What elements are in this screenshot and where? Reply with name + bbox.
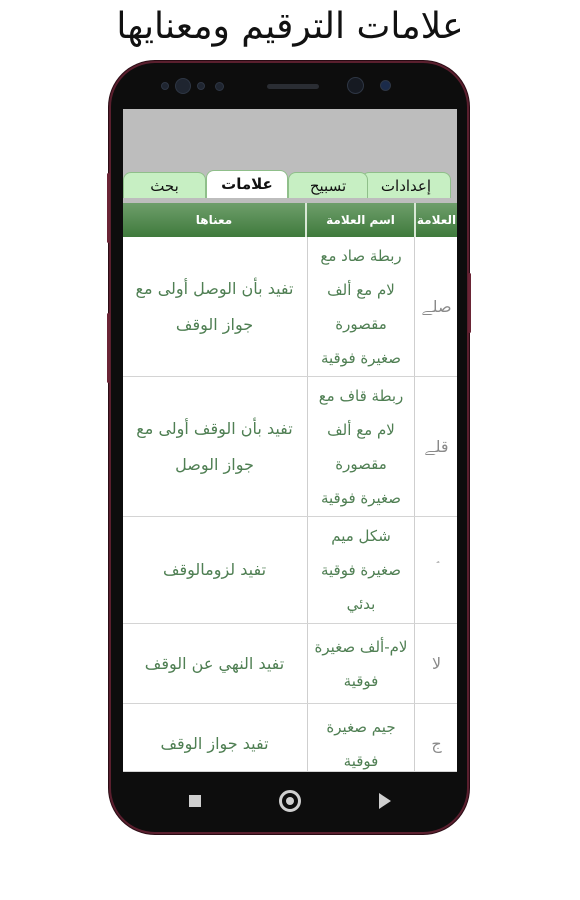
- row-mark: لا: [431, 654, 442, 673]
- tab-search[interactable]: بحث: [123, 172, 206, 198]
- header-divider: [305, 203, 307, 237]
- tab-settings[interactable]: إعدادات: [361, 172, 451, 198]
- power-button: [468, 273, 471, 333]
- sensor-dot: [161, 82, 169, 90]
- table-row[interactable]: [123, 237, 457, 377]
- row-meaning: تفيد بأن الوصل أولى مع جواز الوقف: [135, 278, 294, 334]
- tab-marks[interactable]: علامات: [206, 170, 288, 198]
- row-meaning: تفيد النهي عن الوقف: [144, 653, 285, 673]
- row-meaning: تفيد جواز الوقف: [160, 733, 269, 753]
- row-mark: [416, 517, 457, 623]
- iris-scanner-icon: [347, 77, 364, 94]
- phone-frame: [111, 63, 467, 832]
- row-mark: ج: [431, 734, 442, 753]
- front-camera-icon: [175, 78, 191, 94]
- row-name: شكل ميم صغيرة فوقية بدئي: [307, 517, 415, 623]
- bixby-button: [107, 313, 110, 383]
- row-meaning: تفيد لزومالوقف: [162, 560, 267, 579]
- table-row[interactable]: [123, 517, 457, 624]
- navigation-bar: [111, 771, 467, 832]
- camera-lens-icon: [380, 80, 391, 91]
- row-mark: ﻗﻠﮯ: [424, 436, 449, 456]
- sensor-dot: [215, 82, 224, 91]
- phone-top-bezel: [111, 63, 467, 109]
- row-meaning: تفيد بأن الوقف أولى مع جواز الوصل: [136, 418, 293, 474]
- column-header-name: اسم العلامة: [326, 213, 395, 227]
- table-header: [123, 203, 457, 237]
- column-header-mark: العلامة: [416, 213, 457, 227]
- row-name: لام-ألف صغيرة فوقية: [307, 624, 415, 703]
- row-name: جيم صغيرة فوقية: [307, 704, 415, 772]
- recent-apps-icon[interactable]: [189, 795, 201, 807]
- status-area: [123, 109, 457, 159]
- home-icon[interactable]: [279, 790, 301, 812]
- table-row[interactable]: [123, 377, 457, 517]
- home-icon-dot: [286, 797, 294, 805]
- table-row[interactable]: [123, 704, 457, 772]
- back-icon[interactable]: [379, 793, 391, 809]
- earpiece-speaker: [267, 84, 319, 89]
- table-row[interactable]: [123, 624, 457, 704]
- header-divider: [414, 203, 416, 237]
- tab-tasbih[interactable]: تسبيح: [288, 172, 368, 198]
- row-mark: ﺻﻠﮯ: [421, 296, 452, 316]
- page-headline: علامات الترقيم ومعنايها: [116, 6, 464, 47]
- column-header-meaning: معناها: [195, 213, 233, 227]
- row-name: ربطة قاف مع لام مع ألف مقصورة صغيرة فوقية: [307, 377, 415, 516]
- sensor-dot: [197, 82, 205, 90]
- row-name: ربطة صاد مع لام مع ألف مقصورة صغيرة فوقية: [307, 237, 415, 376]
- volume-button: [107, 173, 110, 243]
